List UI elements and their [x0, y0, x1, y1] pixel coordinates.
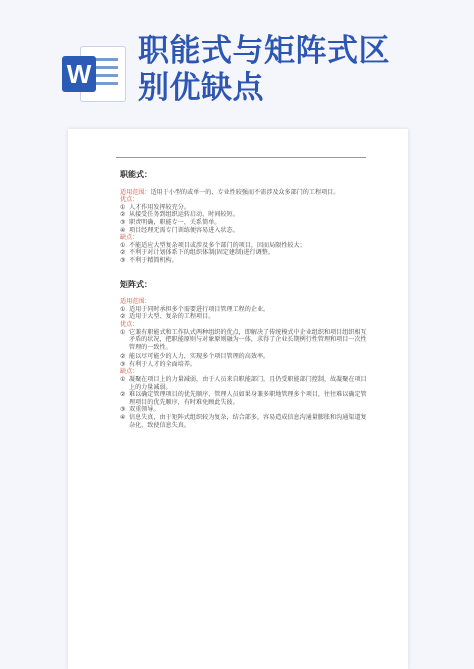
scope-text: 适用于小型的或单一的、专业性较强而不需涉及众多部门的工程项目。 [150, 188, 340, 196]
list-item: ① 它兼有职能式和工作队式两种组织的优点，即解决了传统模式中企业组织和项目组织相互矛盾的状况，把职能原则与对象原则融为一体，求得了企业长期例行性管理和项目一次性管理的一致性。 [120, 328, 367, 351]
scope-label: 适用范围： [120, 188, 151, 196]
section-title-matrix: 矩阵式： [120, 279, 152, 289]
header-banner [0, 0, 474, 118]
list-item: ④ 项目经理无需专门训练便容易进入状态。 [120, 226, 239, 234]
pros-label: 优点： [120, 320, 139, 328]
list-item: ② 难以确定管理项目的优先顺序，管理人员如果身兼多职地管理多个项目，往往难以确定管理项目的优先顺序，有时难免顾此失彼。 [120, 391, 367, 406]
list-item: ② 能以尽可能少的人力，实现多个项目管理的高效率。 [120, 353, 270, 361]
title-line-1: 职能式与矩阵式区 [138, 33, 390, 69]
list-item: ③ 有利于人才的全面培养。 [120, 360, 197, 368]
list-item: ③ 不利于精简机构。 [120, 256, 178, 264]
document-content [120, 167, 368, 429]
list-item: ③ 职责明确，职能专一，关系简单。 [120, 218, 221, 226]
list-item: ③ 双重领导。 [120, 406, 160, 414]
list-item: ① 适用于同时承担多个需要进行项目管理工程的企业。 [120, 305, 270, 313]
list-item: ② 从接受任务到组织运转启动，时间较短。 [120, 211, 239, 219]
word-logo-badge: W [62, 56, 96, 92]
cons-label: 缺点： [120, 368, 139, 376]
list-item: ① 人才作用发挥较充分。 [120, 203, 190, 211]
list-item: ① 不能适应大型复杂项目或涉及多个部门的项目，因而局限性较大； [120, 241, 306, 249]
word-document-icon [62, 42, 126, 102]
pros-label: 优点： [120, 196, 139, 204]
title-line-2: 别优缺点 [138, 70, 264, 106]
list-item: ② 适用于大型、复杂的工程项目。 [120, 313, 215, 321]
list-item: ① 凝聚在项目上的力量减弱，由于人员来自职能部门，且仍受职能部门控制，故凝聚在项目上的力量减弱。 [120, 376, 367, 391]
scope-line [120, 189, 368, 197]
section-title-functional: 职能式： [120, 170, 152, 179]
cons-label: 缺点： [120, 234, 139, 242]
list-item: ④ 信息失真，由于矩阵式组织较为复杂，结合部多，容易造成信息沟通量膨胀和沟通渠道复杂化，致使信息失真。 [120, 414, 367, 429]
scope-label: 适用范围： [120, 298, 151, 306]
document-page [68, 129, 408, 669]
header-rule [116, 157, 366, 158]
page-title [138, 33, 468, 107]
list-item: ② 不利于对计划体系下的组织体制(固定建制)进行调整。 [120, 249, 274, 257]
